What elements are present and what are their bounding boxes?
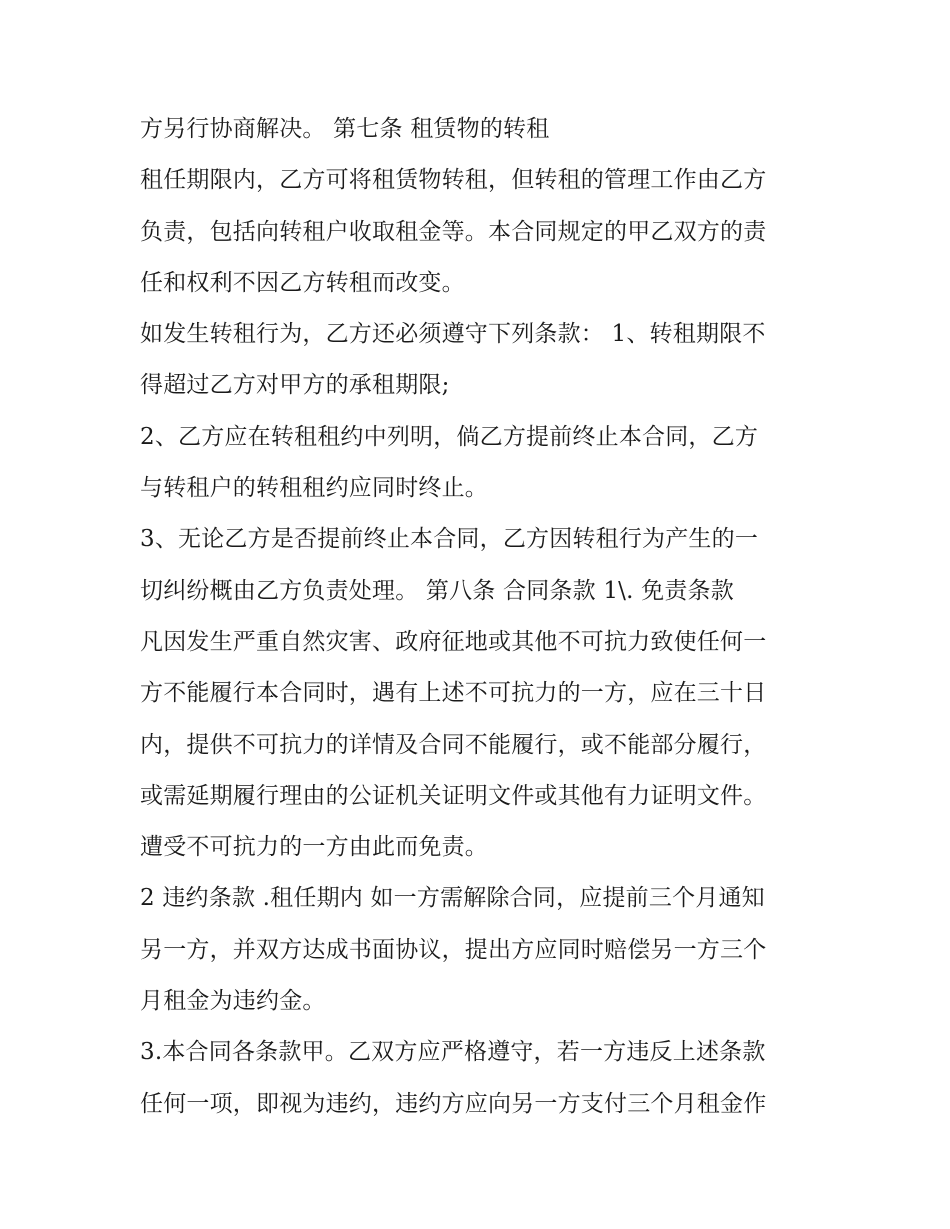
text-line: 负责，包括向转租户收取租金等。本合同规定的甲乙双方的责 xyxy=(140,218,767,245)
text-line: 方不能履行本合同时，遇有上述不可抗力的一方，应在三十日 xyxy=(140,680,767,707)
text-line: 与转租户的转租租约应同时终止。 xyxy=(140,475,488,502)
text-line: 凡因发生严重自然灾害、政府征地或其他不可抗力致使任何一 xyxy=(140,628,767,655)
document-body xyxy=(140,109,820,1135)
text-line: 切纠纷概由乙方负责处理。 第八条 合同条款 1\. 免责条款 xyxy=(140,577,734,604)
text-line: 方另行协商解决。 第七条 租赁物的转租 xyxy=(140,116,550,142)
text-line: 2、乙方应在转租租约中列明，倘乙方提前终止本合同，乙方 xyxy=(140,423,759,450)
text-line: 租任期限内，乙方可将租赁物转租，但转租的管理工作由乙方 xyxy=(140,167,767,194)
text-line: 3、无论乙方是否提前终止本合同，乙方因转租行为产生的一 xyxy=(140,526,759,553)
text-line: 3.本合同各条款甲。乙双方应严格遵守，若一方违反上述条款 xyxy=(140,1039,766,1066)
text-line: 或需延期履行理由的公证机关证明文件或其他有力证明文件。 xyxy=(140,782,767,809)
text-line: 如发生转租行为，乙方还必须遵守下列条款： 1、转租期限不 xyxy=(140,321,766,348)
text-line: 内，提供不可抗力的详情及合同不能履行，或不能部分履行， xyxy=(140,731,767,758)
text-line: 遭受不可抗力的一方由此而免责。 xyxy=(140,834,488,861)
text-line: 任何一项，即视为违约，违约方应向另一方支付三个月租金作 xyxy=(140,1090,767,1117)
text-line: 月租金为违约金。 xyxy=(140,988,326,1015)
text-line: 得超过乙方对甲方的承租期限; xyxy=(140,372,450,399)
text-line: 另一方，并双方达成书面协议，提出方应同时赔偿另一方三个 xyxy=(140,936,767,963)
text-line: 任和权利不因乙方转租而改变。 xyxy=(140,269,465,296)
text-line: 2 违约条款 .租任期内 如一方需解除合同，应提前三个月通知 xyxy=(140,885,765,912)
